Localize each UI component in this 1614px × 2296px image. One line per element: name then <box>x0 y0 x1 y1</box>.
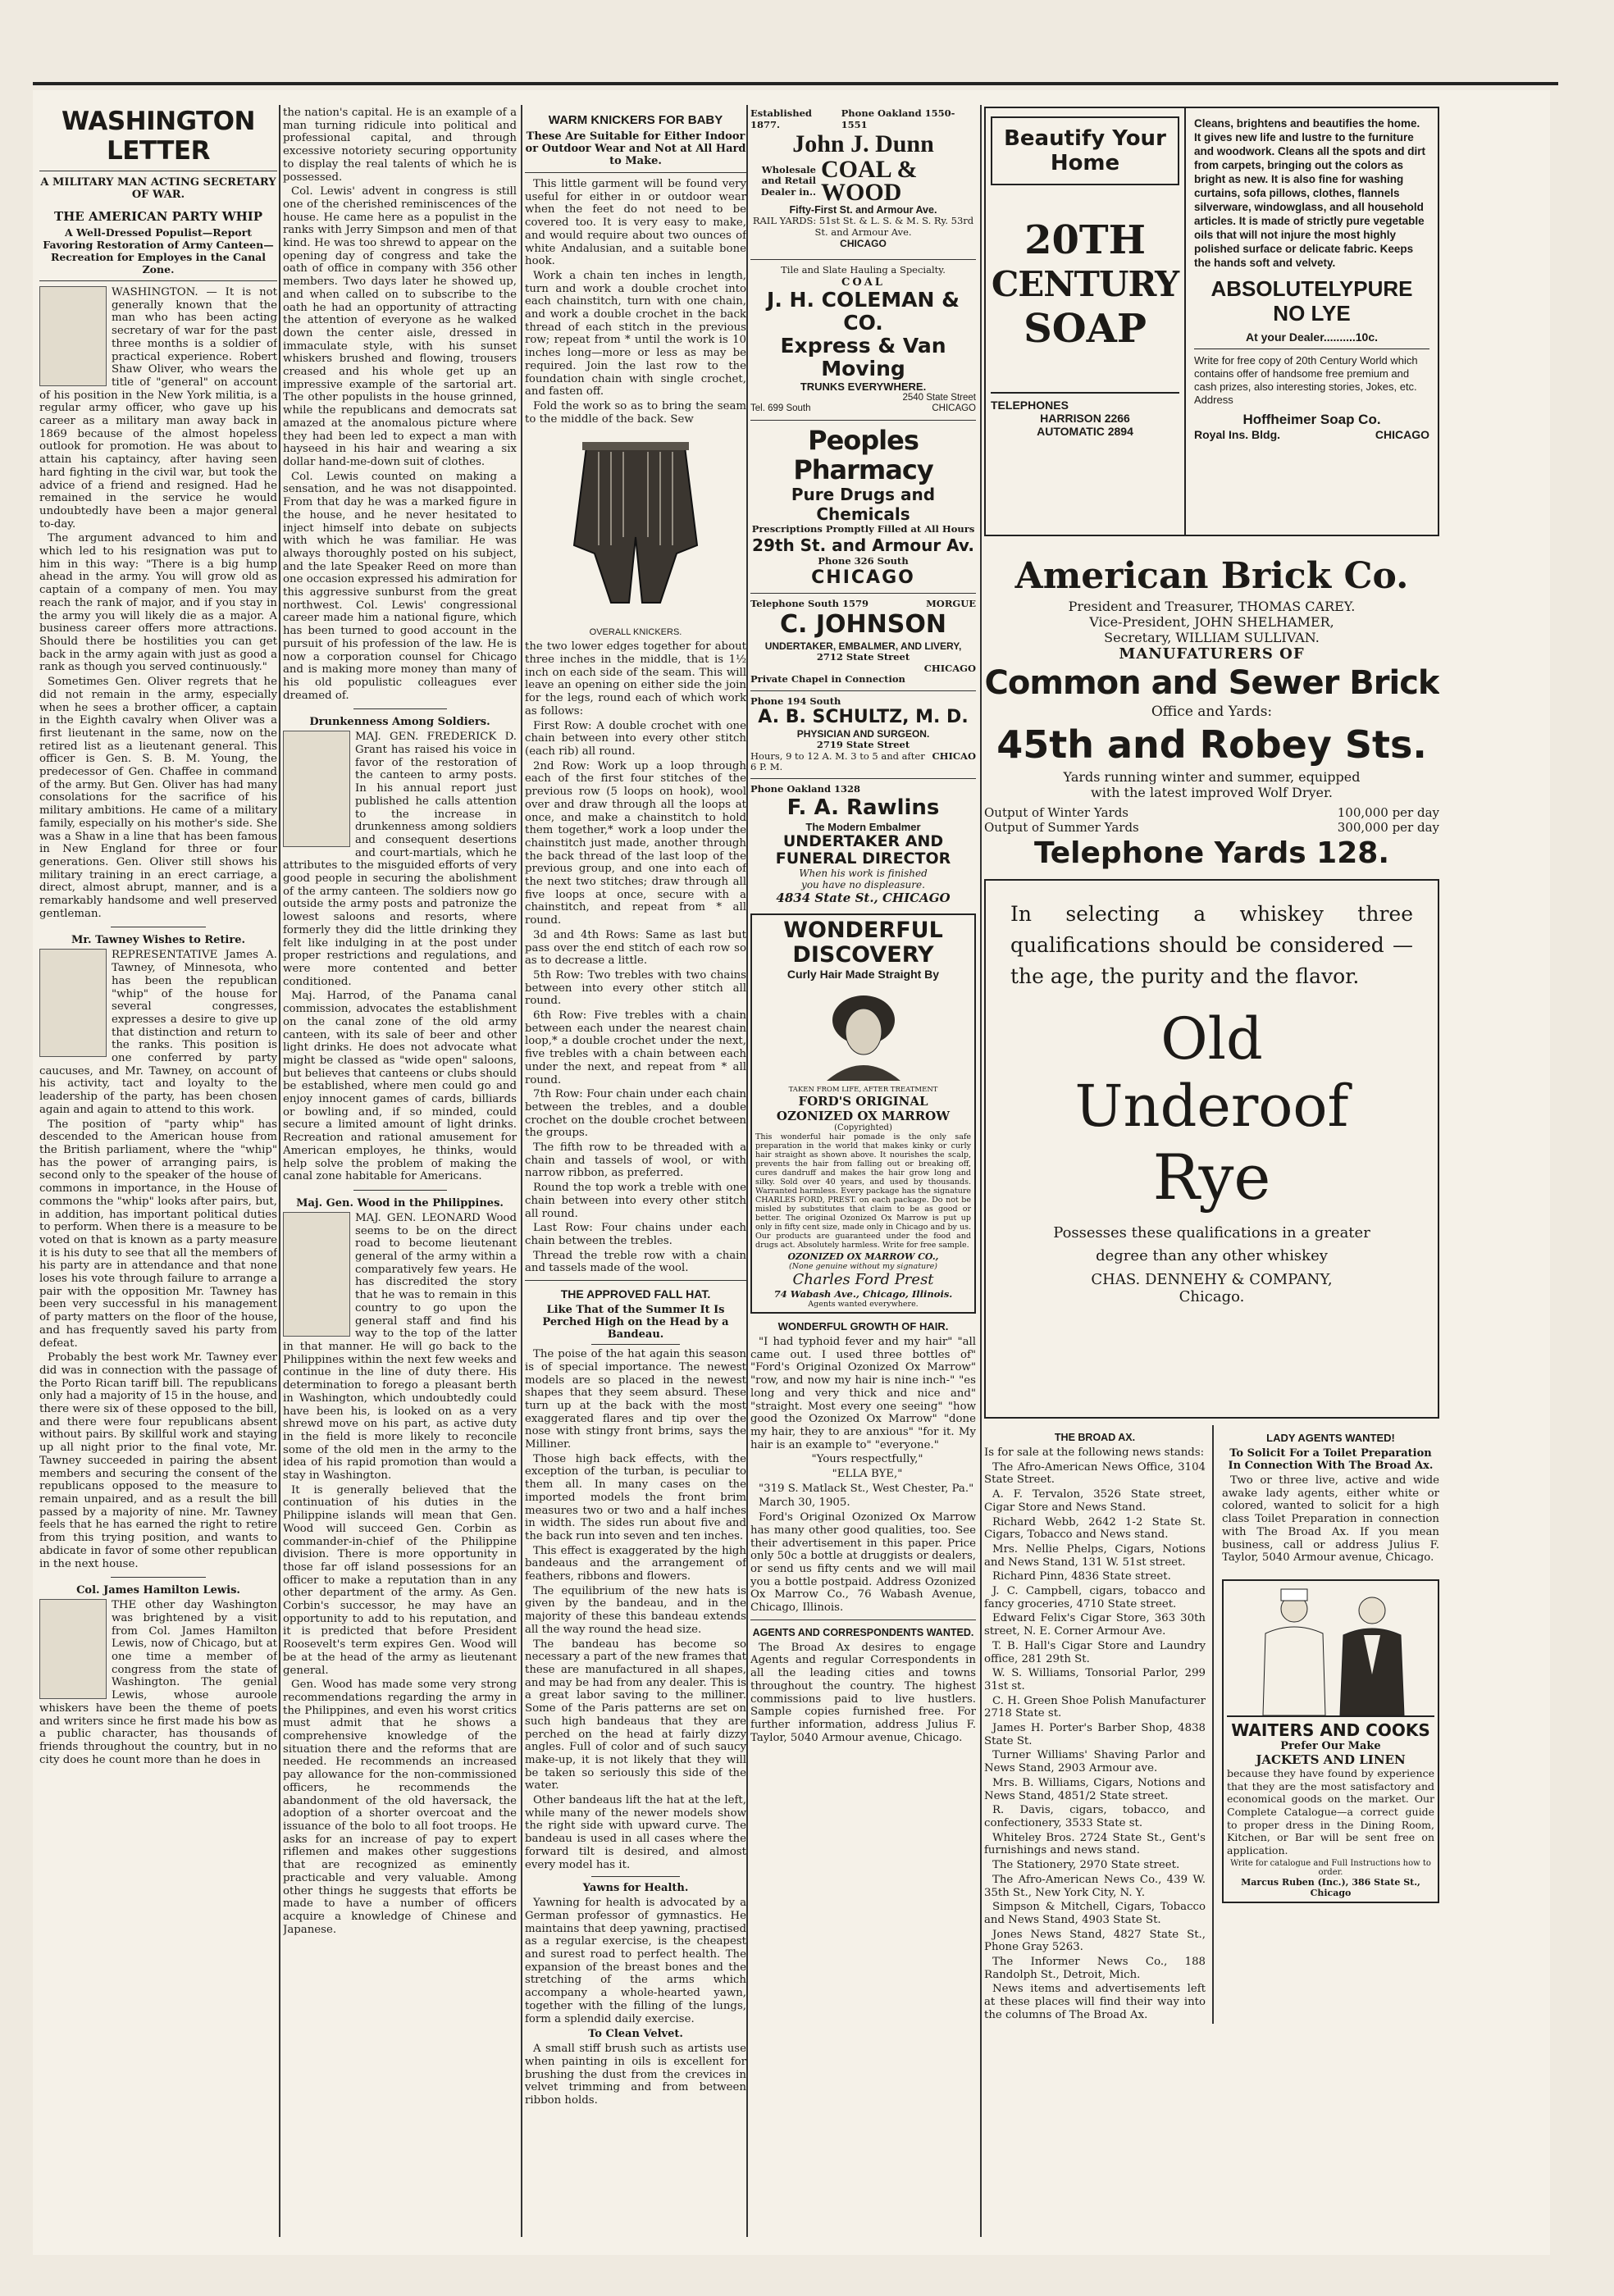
paragraph: Work a chain ten inches in length, turn and work a double crochet into each chainstitch, turn with one chain, and work a double crochet in the back thread of each stitch in the previous row; repeat from * until the work is 10 inches long—more or less as may be required. Join the last row to the foundation chain with single crochet, and fasten off. <box>525 269 746 399</box>
subhead: Col. James Hamilton Lewis. <box>76 1584 240 1597</box>
divider <box>750 259 976 260</box>
deck: To Solicit For a Toilet Preparation In Connection With The Broad Ax. <box>1228 1447 1434 1472</box>
column-large-ads <box>984 107 1439 2024</box>
list-item: C. H. Green Shoe Polish Manufacturer 2718 State st. <box>984 1694 1206 1720</box>
paragraph: Col. Lewis counted on making a sensation, and he was not disappointed. From that day he was a marked figure in the house, and he never hesitated to inject himself into debate on subjects with which he was familiar. He was always thoroughly posted on his subject, and the late Speaker Reed on more than one occasion expressed his admiration for this aggressive sunburst from the great northwest. Col. Lewis' congressional career made him a national figure, which has been turned to good account in the pursuit of his profession of the law. He is now a corporation counsel for Chicago and is making more money than many of his old populistic colleagues ever dreamed of. <box>283 470 517 702</box>
paragraph: Gen. Wood has made some very strong recommendations regarding the army in the Philippines, and even his worst critics must admit that he shows a comprehensive knowledge of the situation there and the reforms that are needed. He recommends an increased pay allowance for the non-commissioned officers, he recommends the abandonment of the old haversack, the adoption of a shorter overcoat and the issuance of the bolo to all foot troops. He asks for an increase of pay to expert riflemen and makes other suggestions that are recognized as eminently practicable and very valuable. Among other things he suggests that efforts be made to have a number of officers acquire a knowledge of Chinese and Japanese. <box>283 1679 517 1936</box>
column-rule <box>521 105 522 2237</box>
ad-text: At your Dealer..........10c. <box>1194 330 1429 349</box>
subhead: Maj. Gen. Wood in the Philippines. <box>296 1196 504 1210</box>
ad-title: DISCOVERY <box>792 942 934 968</box>
ad-text: UNDERTAKER AND <box>782 832 944 850</box>
divider <box>591 1344 680 1345</box>
headline: LADY AGENTS WANTED! <box>1266 1432 1395 1444</box>
ad-text: 4834 State St., CHICAGO <box>776 891 951 905</box>
ad-title: A. B. SCHULTZ, M. D. <box>758 707 969 727</box>
ad-dunn <box>750 107 976 254</box>
ad-body: Write for free copy of 20th Century World which contains offer of handsome free premium and cash prizes, also interesting stories, Jokes, etc. Address <box>1194 354 1418 406</box>
paragraph: Probably the best work Mr. Tawney ever did was in connection with the passage of the Porto Rican tariff bill. The republicans only had a majority of 15 in the house, and there were six of these opposed to the bill, and there were four republicans absent without pairs. By skillful work and staying up all night prior to the final vote, Mr. Tawney succeeded in pairing the absent members and securing the consent of the republicans opposed to the measure to remain unpaired, and as a result the bill passed by a majority of nine. Mr. Tawney feels that he has earned the right to retire from this trying position, and wants to abdicate in favor of some other republican in the next house. <box>39 1351 277 1570</box>
divider <box>525 172 746 173</box>
divider <box>111 1577 206 1578</box>
list-item: Turner Williams' Shaving Parlor and News Stand, 2903 Armour ave. <box>984 1749 1206 1775</box>
list-item: The Informer News Co., 188 Randolph St., Detroit, Mich. <box>984 1956 1206 1981</box>
ad-text: Wholesale and Retail Dealer in.. <box>760 163 816 198</box>
headline: THE APPROVED FALL HAT. <box>560 1287 711 1301</box>
ad-peoples-pharmacy <box>750 426 976 588</box>
paragraph: MAJ. GEN. FREDERICK D. Grant has raised his voice in favor of the restoration of the canteen to army posts. In his annual report just published he calls attention to the increase in drunkenness among soldiers and consequent desertions and court-martials, which he attributes to the misguided efforts of very good people in securing the abolishment of the army canteen. The soldiers now go outside the army posts and patronize the lowest saloons and resorts, where formerly they did the little drinking they felt like indulging in at the post under proper restrictions and regulations, and were more contented and better conditioned. <box>283 731 517 988</box>
knickers-illustration <box>554 430 718 627</box>
ad-title: Express & Van Moving <box>780 333 946 380</box>
ad-20th-century-soap <box>984 107 1439 536</box>
ad-body: This wonderful hair pomade is the only safe preparation in the world that makes kinky or curly hair straight as shown above. It nourishes the scalp, prevents the hair from falling out or breaking off, cures dandruff and makes the hair grow long and silky. Sold over 40 years, and used by thousands. Warranted harmless. Every package has the signature CHARLES FORD, PREST. on each package. Do not be misled by substitutes that claim to be as good or better. The original Ozonized Ox Marrow is put up only in fifty cent size, made only in Chicago and by us. Our products are guaranteed under the food and drugs act. Absolutely harmless. Write for free sample. <box>755 1132 971 1250</box>
paragraph: the nation's capital. He is an example of a man turning ridicule into political and professional capital, and through excessive notoriety securing opportunity to display the real talents of which he is possessed. <box>283 107 517 184</box>
ad-text: (None genuine without my signature) <box>789 1262 937 1271</box>
ad-body: Possesses these qualifications in a greater degree than any other whiskey <box>1053 1224 1370 1264</box>
ad-text: TRUNKS EVERYWHERE. <box>800 380 927 393</box>
ad-text: Private Chapel in Connection <box>750 673 905 685</box>
paragraph: The position of "party whip" has descended to the American house from the British parliament, where the "whip" has the power of arranging pairs, is second only to the speaker of the house of commons in importance, in the House of commons the "whip" looks after pairs, but, in addition, has important political duties to perform. When there is a measure to be voted on that is known as a party measure it is his duty to see that all the members of his party are in attendance and that none loses his vote through failure to arrange a pair with the opposition Mr. Tawney has been very successful in his management of party matters on the floor of the house, and has frequently saved his party from defeat. <box>39 1118 277 1350</box>
paragraph: The argument advanced to him and which led to his resignation was put to him in this way: "There is a big hump ahead in the army. You will grow old as captain of a company of men. You may reach the rank of major, and if you stay in the army you will likely die as a major. A business career offers more attractions. Should there be hostilities you can get back in the army again with just as good a rank as though you served continuously." <box>39 532 277 674</box>
ad-text: HARRISON 2266 <box>1040 412 1130 425</box>
divider <box>750 593 976 594</box>
ad-text: CHICAGO <box>932 403 976 413</box>
divider <box>525 1280 746 1281</box>
subhead: Mr. Tawney Wishes to Retire. <box>71 934 245 947</box>
subhead: To Clean Velvet. <box>588 2028 683 2041</box>
list-item: Edward Felix's Cigar Store, 363 30th street, N. E. Corner Armour Ave. <box>984 1612 1206 1638</box>
divider <box>750 778 976 779</box>
news-stand-list <box>984 1461 1206 2022</box>
ad-text: CHICAGO <box>1375 428 1429 441</box>
paragraph: It is generally believed that the continuation of his duties in the Philippine islands will mean that Gen. Wood will succeed Gen. Corbin as commander-in-chief of the Philippine division. There is more opportunity in those far off island possessions for an officer to make a reputation than in any other department of the army. As Gen. Corbin's successor, he may have an opportunity to add to his reputation, and it is predicted that before President Roosevelt's term expires Gen. Wood will be at the head of the army as lieutenant general. <box>283 1483 517 1677</box>
ad-text: Established 1877. <box>750 107 812 130</box>
ad-text: Tile and Slate Hauling a Specialty. <box>781 264 946 276</box>
paragraph: Sometimes Gen. Oliver regrets that he did not remain in the army, especially when he sees a brother officer, a captain in the Eighth cavalry when Oliver was a first lieutenant in the same, now on the retired list as a lieutenant general. This officer is Gen. S. B. M. Young, the predecessor of Gen. Chaffee in command of the army. But Gen. Oliver has had many consolations for the sacrifice of his military ambitions. He came of a military family, especially on his mother's side. She was a Shaw in a line that has been famous in New England for three or four generations. Gen. Oliver still shows his military training in an erect carriage, a direct, almost abrupt, manner, and is a remarkably handsome and well preserved gentleman. <box>39 676 277 920</box>
divider <box>39 280 277 281</box>
ad-text: COAL <box>841 276 885 289</box>
paragraph: The poise of the hat again this season is of special importance. The newest models are so placed in the newest shapes that they seem absurd. These turn up at the back with the most exaggerated flares and tip over the nose with stingy front brims, says the Milliner. <box>525 1348 746 1451</box>
column-washington-letter <box>39 107 277 1768</box>
ad-title: Peoples Pharmacy <box>793 424 933 485</box>
ad-text: JACKETS AND LINEN <box>1256 1752 1406 1767</box>
column-small-ads <box>750 107 976 1746</box>
ad-text: Pure Drugs and Chemicals <box>791 484 936 524</box>
ad-title: SOAP <box>1024 306 1147 352</box>
divider <box>591 1876 680 1877</box>
list-item: T. B. Hall's Cigar Store and Laundry office, 281 29th St. <box>984 1639 1206 1665</box>
deck: These Are Suitable for Either Indoor or Outdoor Wear and Not at All Hard to Make. <box>525 130 746 167</box>
ad-text: 100,000 per day <box>1337 805 1439 820</box>
drop-cap-illustration <box>283 1212 350 1337</box>
caption: TAKEN FROM LIFE, AFTER TREATMENT <box>788 1086 938 1094</box>
ad-text: When his work is finished <box>799 868 928 879</box>
subhead: Yawns for Health. <box>582 1882 689 1895</box>
paragraph: REPRESENTATIVE James A. Tawney, of Minnesota, who has been the republican "whip" of the house for several congresses, expresses a desire to give up that distinction and return to the ranks. This position is one conferred by party caucuses, and Mr. Tawney, on account of his activity, tact and loyalty to the leadership of the party, has been chosen again and again to attend to this work. <box>39 949 277 1116</box>
ad-title: 45th and Robey Sts. <box>996 722 1427 767</box>
paragraph: Col. Lewis' advent in congress is still one of the cherished reminiscences of the house. He came here as a populist in the ranks with Jerry Simpson and men of that kind. He was too shrewd to appear on the opening day of congress and take the oath of office in company with 356 other members. Two days later he showed up, and when called on to subscribe to the oath he had an opportunity of attracting the attention of everyone as he walked down the center aisle, dressed in immaculate style, with his sunset whiskers brushed and flowing, trousers creased and his whole get up an impressive example of the sartorial art. The other populists in the house grinned, while the republicans and democrats sat amazed at the anomalous picture where they had been led to expect a man with hayseed in his hair and wearing a six dollar hand-me-down suit of clothes. <box>283 185 517 468</box>
ad-text: Prefer Our Make <box>1280 1739 1381 1752</box>
ad-text: Secretary, WILLIAM SULLIVAN. <box>1104 630 1320 645</box>
ad-title: WAITERS AND COOKS <box>1227 1715 1434 1740</box>
ad-text: Phone 194 South <box>750 695 841 707</box>
deck: A MILITARY MAN ACTING SECRETARY OF WAR. <box>40 176 276 201</box>
headline: WASHINGTON LETTER <box>62 107 255 166</box>
drop-cap-illustration <box>39 1599 107 1699</box>
deck: A Well-Dressed Populist—Report Favoring Restoration of Army Canteen—Recreation for Employes in the Canal Zone. <box>43 226 274 276</box>
paragraph: The equilibrium of the new hats is given by the bandeau, and in the majority of these this bandeau extends all the way round the head size. <box>525 1584 746 1636</box>
ad-title: WONDERFUL <box>783 918 943 943</box>
ad-text: (Copyrighted) <box>834 1123 892 1132</box>
paragraph: The fifth row to be threaded with a chain and tassels of wool, or with narrow ribbon, as preferred. <box>525 1141 746 1180</box>
paragraph: March 30, 1905. <box>759 1496 850 1510</box>
drop-cap-illustration <box>283 731 350 847</box>
ad-text: ABSOLUTELYPURE <box>1210 276 1413 301</box>
paragraph: the two lower edges together for about three inches in the middle, that is 1½ inch on each side of the seam. This will leave an opening on either side the join for the legs, round each of which work as follows: <box>525 640 746 718</box>
divider <box>750 420 976 421</box>
ad-text: CHICAGO <box>840 238 887 249</box>
ad-text: Write for catalogue and Full Instructions how to order. <box>1230 1858 1431 1877</box>
paragraph: 7th Row: Four chain under each chain between the trebles, and a double crochet on the double crochet between the groups. <box>525 1088 746 1140</box>
ad-text: PHYSICIAN AND SURGEON. <box>796 728 930 740</box>
ad-text: The Modern Embalmer <box>805 821 921 833</box>
ad-body: because they have found by experience that they are the most satisfactory and economical goods on the market. Our Complete Catalogue—a correct guide to proper dress in the Dining Room, Kitchen, or Bar will be sent free on application. <box>1227 1766 1434 1857</box>
ad-text: Fifty-First St. and Armour Ave. <box>789 204 937 216</box>
ad-text: Beautify Your Home <box>991 116 1179 185</box>
ad-text: MORGUE <box>926 597 976 609</box>
paragraph: This little garment will be found very useful for either in or outdoor wear when the feet do not need to be covered too. It is very easy to make, and would require about two ounces of white Andalusian, and a suitable bone hook. <box>525 178 746 268</box>
ad-title: F. A. Rawlins <box>786 795 940 820</box>
ad-old-underoof-rye <box>984 879 1439 1419</box>
paragraph: Other bandeaus lift the hat at the left, while many of the newer models show the right side with upward curve. The bandeau is used in all cases where the forward tilt is desired, and almost every model has it. <box>525 1794 746 1871</box>
ad-text: NO LYE <box>1273 301 1351 326</box>
list-item: The Afro-American News Office, 3104 State Street. <box>984 1460 1206 1487</box>
ad-coleman <box>750 265 976 415</box>
ad-text: CHICAO <box>932 749 976 762</box>
paragraph: This effect is exaggerated by the high bandeaus and the arrangement of feathers, ribbons and flowers. <box>525 1544 746 1583</box>
paragraph: 5th Row: Two trebles with two chains between into every other stitch all round. <box>525 968 746 1008</box>
ad-text: UNDERTAKER, EMBALMER, AND LIVERY, <box>764 640 962 652</box>
right-bottom-ads <box>1222 1425 1439 2024</box>
paragraph: Last Row: Four chains under each chain between the trebles. <box>525 1222 746 1247</box>
broad-ax-stands <box>984 1425 1214 2024</box>
ad-text: RAIL YARDS: 51st St. & L. S. & M. S. Ry. 53rd St. and Armour Ave. <box>752 215 974 238</box>
ad-american-brick <box>984 543 1439 879</box>
headline: THE BROAD AX. <box>1054 1432 1136 1443</box>
paragraph: Thread the treble row with a chain and tassels made of the wool. <box>525 1249 746 1275</box>
ad-wonderful-discovery <box>750 913 976 1314</box>
ad-text: Curly Hair Made Straight By <box>786 968 940 981</box>
paragraph: Is for sale at the following news stands: <box>984 1446 1205 1459</box>
ad-text: 2719 State Street <box>816 739 910 750</box>
ad-title: American Brick Co. <box>1014 555 1409 597</box>
divider <box>353 1190 447 1191</box>
paragraph: "ELLA BYE," <box>832 1468 903 1481</box>
headline: AGENTS AND CORRESPONDENTS WANTED. <box>752 1626 974 1638</box>
paragraph: MAJ. GEN. LEONARD Wood seems to be on the direct road to become lieutenant general of the army within a comparatively few years. He has discredited the story that he was to remain in this country to go upon the general staff and find his way to the top of the latter in that manner. He will go back to the Philippines within the next few weeks and continue in the line of duty there. His determination to forego a pleasant berth in Washington, which undoubtedly could have been his, is looked on as a very shrewd move on his part, as active duty in the field is more likely to reconcile some of the old men in the army to the idea of his rapid promotion than would a stay in Washington. <box>283 1211 517 1483</box>
ad-text: Telephone South 1579 <box>750 597 869 609</box>
ad-title: Underoof <box>1074 1073 1349 1140</box>
headline: WARM KNICKERS FOR BABY <box>548 113 723 127</box>
paragraph: "319 S. Matlack St., West Chester, Pa." <box>759 1482 974 1495</box>
ad-title: C. JOHNSON <box>780 610 946 639</box>
list-item: Richard Pinn, 4836 State street. <box>992 1570 1171 1583</box>
ad-text: Marcus Ruben (Inc.), 386 State St., Chicago <box>1241 1876 1420 1898</box>
ad-text: Hours, 9 to 12 A. M. 3 to 5 and after 6 P. M. <box>750 749 925 772</box>
ad-text: 29th St. and Armour Av. <box>752 535 974 555</box>
top-rule <box>33 82 1558 85</box>
list-item: A. F. Tervalon, 3526 State street, Cigar Store and News Stand. <box>984 1488 1206 1514</box>
ad-text: OZONIZED OX MARROW <box>776 1109 951 1123</box>
ad-title: Rye <box>1152 1141 1271 1214</box>
paragraph: First Row: A double crochet with one chain between into every other stitch (each rib) all round. <box>525 719 746 758</box>
column-washington-letter-continued <box>283 107 517 1938</box>
ad-text: AUTOMATIC 2894 <box>1037 425 1133 438</box>
divider <box>750 690 976 691</box>
paragraph: "Yours respectfully," <box>811 1453 923 1466</box>
ad-text: Royal Ins. Bldg. <box>1194 428 1281 441</box>
ad-text: OZONIZED OX MARROW CO., <box>787 1251 939 1262</box>
ad-text: 300,000 per day <box>1337 820 1439 835</box>
ad-schultz <box>750 696 976 773</box>
subhead: Drunkenness Among Soldiers. <box>309 716 490 729</box>
ad-text: Office and Yards: <box>1151 704 1273 720</box>
list-item: Simpson & Mitchell, Cigars, Tobacco and News Stand, 4903 State St. <box>984 1901 1206 1926</box>
caption: OVERALL KNICKERS. <box>589 627 682 638</box>
deck: THE AMERICAN PARTY WHIP <box>53 209 263 224</box>
list-item: The Afro-American News Co., 439 W. 35th St., New York City, N. Y. <box>984 1873 1206 1899</box>
ad-rawlins <box>750 784 976 906</box>
ad-text: FORD'S ORIGINAL <box>798 1094 928 1109</box>
ad-text: President and Treasurer, THOMAS CAREY. <box>1068 599 1356 614</box>
list-item: R. Davis, cigars, tobacco, and confectionery, 3533 State st. <box>984 1804 1206 1829</box>
ad-text: Tel. 699 South <box>750 403 811 413</box>
ad-text: 2540 State Street <box>902 392 976 403</box>
ad-text: MANUFATURERS OF <box>1119 645 1305 663</box>
headline: WONDERFUL GROWTH OF HAIR. <box>777 1320 949 1332</box>
ad-text: CHAS. DENNEHY & COMPANY, <box>1091 1271 1333 1288</box>
signature: Charles Ford Prest <box>792 1271 934 1288</box>
list-item: James H. Porter's Barber Shop, 4838 State St. <box>984 1722 1206 1747</box>
ad-text: FUNERAL DIRECTOR <box>775 850 951 868</box>
ad-title: J. H. COLEMAN & CO. <box>767 287 960 335</box>
list-item: The Stationery, 2970 State street. <box>992 1859 1180 1872</box>
ad-text: Phone Oakland 1550-1551 <box>841 107 955 130</box>
deck: Like That of the Summer It Is Perched High on the Head by a Bandeau. <box>542 1304 729 1342</box>
ad-text: Output of Summer Yards <box>984 820 1139 835</box>
drop-cap-illustration <box>39 286 107 386</box>
paragraph: The Broad Ax desires to engage Agents and regular Correspondents in all the leading cities and towns throughout the country. The highest commissions paid to live hustlers. Sample copies furnished free. For further information, address Julius F. Taylor, 5040 Armour avenue, Chicago. <box>750 1641 976 1744</box>
paragraph: WASHINGTON. — It is not generally known that the man who has been acting secretary of war for the past three months is a soldier of practical experience. Robert Shaw Oliver, who wears the title of "general" on account of his position in the New York militia, is a regular army officer, who gave up his career as a military man away back in 1869 because of the almost hopeless outlook for promotion. He was about to attain his captaincy, after having seen hard fighting in the civil war, but took the advice of a friend and resigned. Had he remained in the service he would undoubtedly have been a major general to-day. <box>39 286 277 531</box>
paragraph: Ford's Original Ozonized Ox Marrow has many other good qualities, too. See their advertisement in this paper. Price only 50c a bottle at druggists or dealers, or send us fifty cents and we will mail you a bottle postpaid. Address Ozonized Ox Marrow Co., 76 Wabash Avenue, Chicago, Illinois. <box>750 1511 976 1615</box>
paragraph: "I had typhoid fever and my hair" "all came out. I used three bottles of" "Ford's Original Ozonized Ox Marrow" "row, and now my hair is nine inch-" "es long and very thick and nice and" "straight. Most every one seeing" "how good the Ozonized Ox Marrow" "done my hair, they to are anxious" "for it. My hair is an example to" "everyone." <box>750 1336 976 1451</box>
ad-waiters-and-cooks <box>1222 1579 1439 1903</box>
list-item: Richard Webb, 2642 1-2 State St. Cigars, Tobacco and News stand. <box>984 1515 1206 1542</box>
ad-title: CENTURY <box>991 264 1179 304</box>
ad-text: Hoffheimer Soap Co. <box>1242 412 1381 427</box>
list-item: News items and advertisements left at these places will find their way into the columns of The Broad Ax. <box>984 1983 1206 2021</box>
paragraph: Fold the work so as to bring the seam to the middle of the back. Sew <box>525 399 746 426</box>
column-rule <box>279 105 280 2237</box>
column-rule <box>746 105 748 2237</box>
ad-body: In selecting a whiskey three qualifications should be considered — the age, the purity and the flavor. <box>1010 902 1413 988</box>
ad-text: TELEPHONES <box>991 399 1069 412</box>
paragraph: Maj. Harrod, of the Panama canal commission, advocates the establishment on the canal zone of the old army canteen, with its sale of beer and other light drinks. He does not advocate what might be classed as "wide open" saloons, but believes that canteens or clubs should be established, where men could go and enjoy innocent games of cards, billiards or bowling and, if so minded, could secure a limited amount of light drinks. Recreation and rational amusement for American employes, he thinks, would help solve the problem of making the canal zone habitable for Americans. <box>283 990 517 1183</box>
ad-text: 2712 State Street <box>816 651 910 663</box>
ad-text: Prescriptions Promptly Filled at All Hours <box>751 522 975 535</box>
divider <box>353 708 447 709</box>
paragraph: THE other day Washington was brightened by a visit from Col. James Hamilton Lewis, now of Chicago, but at one time a member of congress from the state of Washington. The genial Lewis, whose auroole whiskers have been the theme of poets and writers since he first made his bow as a public character, has thousands of friends throughout the country, but in no city does he count more than he does in <box>39 1599 277 1766</box>
paragraph: 2nd Row: Work up a loop through each of the first four stitches of the previous row (5 loops on hook), wool over and draw through all the loops at once, and make a chainstitch to hold them together,* work a loop under the chainstitch just made, another through the back thread of the last loop of the previous group, and one into each of the next two stitches; draw through all five loops at once, secure with a chainstitch, and repeat from * all round. <box>525 759 746 927</box>
ad-text: 74 Wabash Ave., Chicago, Illinois. <box>773 1288 953 1300</box>
paragraph: Round the top work a treble with one chain between into every other stitch all round. <box>525 1182 746 1220</box>
paragraph: Yawning for health is advocated by a German professor of gymnastics. He maintains that deep yawning, practised as a regular exercise, is the cheapest and surest road to perfect health. The expansion of the breast bones and the stretching of the arms which accompany a whole-hearted yawn, together with the filling of the lungs, form a splendid daily exercise. <box>525 1897 746 2025</box>
paragraph: Two or three live, active and wide awake lady agents, either white or colored, wanted to solicit for a high class Toilet Preparation in connection with The Broad Ax. If you mean business, call or address Julius F. Taylor, 5040 Armour avenue, Chicago. <box>1222 1474 1439 1565</box>
ad-text: Yards running winter and summer, equipped <box>1063 769 1361 785</box>
portrait-illustration <box>810 984 917 1082</box>
ad-body: Cleans, brightens and beautifies the home. It gives new life and lustre to the furniture and woodwork. Cleans all the spots and dirt from carpets, bringing out the colors as bright as new. It is also fine for washing curtains, sofa pillows, clothes, flannels silverware, windowglass, and all household articles. It is made of strictly pure vegetable oils that will not injure the most highly polished surface or delicate fabric. Keeps the hands soft and velvety. <box>1194 117 1426 269</box>
ad-c-johnson <box>750 599 976 686</box>
waiters-illustration <box>1229 1584 1434 1715</box>
column-rule <box>980 105 982 2237</box>
ad-text: Agents wanted everywhere. <box>808 1300 919 1309</box>
list-item: Mrs. Nellie Phelps, Cigars, Notions and News Stand, 131 W. 51st street. <box>984 1542 1206 1569</box>
ad-text: Vice-President, JOHN SHELHAMER, <box>1089 614 1334 630</box>
ad-title: Old <box>1160 1005 1263 1073</box>
ad-text: CHICAGO <box>923 662 976 674</box>
drop-cap-illustration <box>39 949 107 1057</box>
paragraph: 3d and 4th Rows: Same as last but pass over the end stitch of each row so as to decrease a little. <box>525 928 746 968</box>
ad-text: WOOD <box>821 179 902 206</box>
ad-text: Telephone Yards 128. <box>1033 836 1390 870</box>
list-item: J. C. Campbell, cigars, tobacco and fancy groceries, 4710 State street. <box>984 1585 1206 1610</box>
paragraph: A small stiff brush such as artists use when painting in oils is excellent for brushing the dust from the crevices in velvet trimming and from between ribbon holds. <box>525 2043 746 2107</box>
list-item: W. S. Williams, Tonsorial Parlor, 299 31st st. <box>984 1667 1206 1692</box>
ad-text: Chicago. <box>1179 1288 1245 1305</box>
ad-title: Common and Sewer Brick <box>984 664 1439 702</box>
paragraph: 6th Row: Five trebles with a chain between each under the nearest chain loop,* a double crochet under the next, five trebles with a chain between each under the next, and repeat from * all round. <box>525 1009 746 1086</box>
list-item: Whiteley Bros. 2724 State St., Gent's furnishings and news stand. <box>984 1831 1206 1857</box>
ad-text: with the latest improved Wolf Dryer. <box>1091 785 1333 800</box>
ad-text: CHICAGO <box>811 567 915 588</box>
column-knickers <box>525 107 746 2109</box>
ad-title: John J. Dunn <box>792 130 934 157</box>
ad-text: you have no displeasure. <box>801 879 925 891</box>
list-item: Jones News Stand, 4827 State St., Phone Gray 5263. <box>984 1928 1206 1954</box>
paragraph: Those high back effects, with the exception of the turban, is peculiar to them all. In many cases on the imported models the front brim measures two or two and a half inches in width. The sides run about five and the back run into seven and ten inches. <box>525 1452 746 1542</box>
paragraph: The bandeau has become so necessary a part of the new frames that these are manufactured in all shapes, and may be had from any dealer. This is a great labor saving to the milliner. Some of the Paris patterns are set on such high bandeaus that they are perched on the head at fairly dizzy angles. Full of color and of such saucy make-up, it is not likely that they will be taken so seriously this side of the water. <box>525 1638 746 1793</box>
ad-title: 20TH <box>1024 217 1146 263</box>
list-item: Mrs. B. Williams, Cigars, Notions and News Stand, 4851/2 State street. <box>984 1776 1206 1802</box>
ad-text: Phone Oakland 1328 <box>750 782 861 795</box>
ad-text: COAL & <box>821 156 918 183</box>
ad-text: Output of Winter Yards <box>984 805 1129 820</box>
ad-text: Phone 326 South <box>818 555 909 567</box>
